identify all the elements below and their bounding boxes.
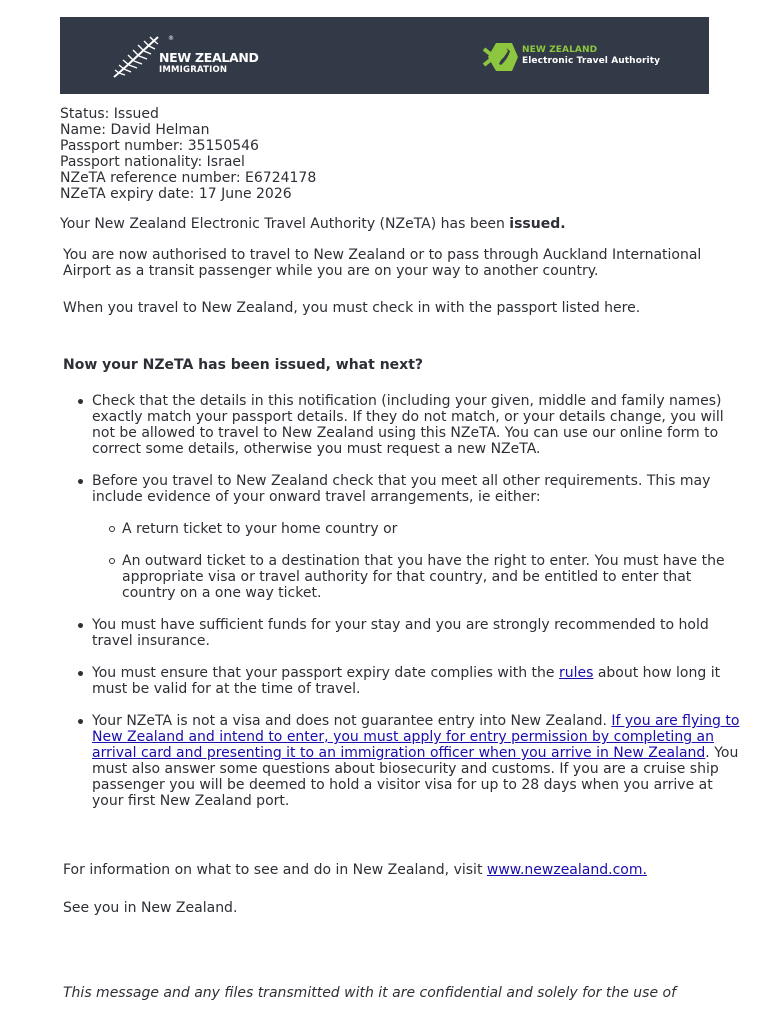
nz-immigration-logo-subtitle: IMMIGRATION [159, 65, 228, 75]
nz-immigration-logo-title: NEW ZEALAND [159, 50, 259, 65]
reference-number-line: NZeTA reference number: E6724178 [60, 170, 317, 186]
issued-statement: Your New Zealand Electronic Travel Authority (NZeTA) has been issued. [60, 216, 566, 232]
next-steps-list [92, 393, 742, 825]
info-paragraph: For information on what to see and do in New Zealand, visit www.newzealand.com. [63, 862, 647, 878]
checkin-paragraph: When you travel to New Zealand, you must check in with the passport listed here. [63, 300, 641, 316]
expiry-date-line: NZeTA expiry date: 17 June 2026 [60, 186, 292, 202]
entry-permission-link[interactable]: If you are flying to New Zealand and intend to enter, you must apply for entry permission by completing an arrival card and presenting it to an immigration officer when you arrive in New Zealand [92, 713, 740, 761]
registered-mark: ® [168, 35, 174, 42]
list-item: Check that the details in this notification (including your given, middle and family names) exactly match your passport details. If they do not match, or your details change, you will not be allowed to travel to New Zealand using this NZeTA. You can use our online form to correct some details, otherwise you must request a new NZeTA. [92, 393, 742, 457]
header-banner [60, 17, 709, 94]
list-item: Your NZeTA is not a visa and does not guarantee entry into New Zealand. If you are flying to New Zealand and intend to enter, you must apply for entry permission by completing an arrival card and presenting it to an immigration officer when you arrive in New Zealand. You must also answer some questions about biosecurity and customs. If you are a cruise ship passenger you will be deemed to hold a visitor visa for up to 28 days when you arrive at your first New Zealand port. [92, 713, 742, 809]
eta-logo-title: NEW ZEALAND [522, 45, 598, 55]
confidentiality-notice: This message and any files transmitted with it are confidential and solely for the use of [63, 985, 676, 1001]
status-line: Status: Issued [60, 106, 159, 122]
name-line: Name: David Helman [60, 122, 210, 138]
eta-map-icon [482, 41, 518, 73]
list-item: You must have sufficient funds for your stay and you are strongly recommended to hold travel insurance. [92, 617, 742, 649]
next-steps-heading: Now your NZeTA has been issued, what next? [63, 357, 424, 373]
sub-list-item: An outward ticket to a destination that you have the right to enter. You must have the appropriate visa or travel authority for that country, and be entitled to enter that country on a one way ticket. [122, 553, 742, 601]
issued-bold: issued. [509, 216, 566, 232]
silver-fern-icon [110, 35, 162, 79]
status-details [60, 106, 316, 202]
newzealand-com-link[interactable]: www.newzealand.com. [486, 862, 647, 878]
list-item: You must ensure that your passport expiry date complies with the rules about how long it must be valid for at the time of travel. [92, 665, 742, 697]
see-you-paragraph: See you in New Zealand. [63, 900, 238, 916]
eta-logo-subtitle: Electronic Travel Authority [522, 56, 661, 66]
sub-list-item: A return ticket to your home country or [122, 521, 742, 537]
list-item: Before you travel to New Zealand check that you meet all other requirements. This may include evidence of your onward travel arrangements, ie either: [92, 473, 742, 505]
passport-nationality-line: Passport nationality: Israel [60, 154, 245, 170]
authorised-paragraph: You are now authorised to travel to New Zealand or to pass through Auckland International Airport as a transit passenger while you are on your way to another country. [63, 247, 702, 279]
passport-number-line: Passport number: 35150546 [60, 138, 259, 154]
rules-link[interactable]: rules [558, 665, 594, 681]
